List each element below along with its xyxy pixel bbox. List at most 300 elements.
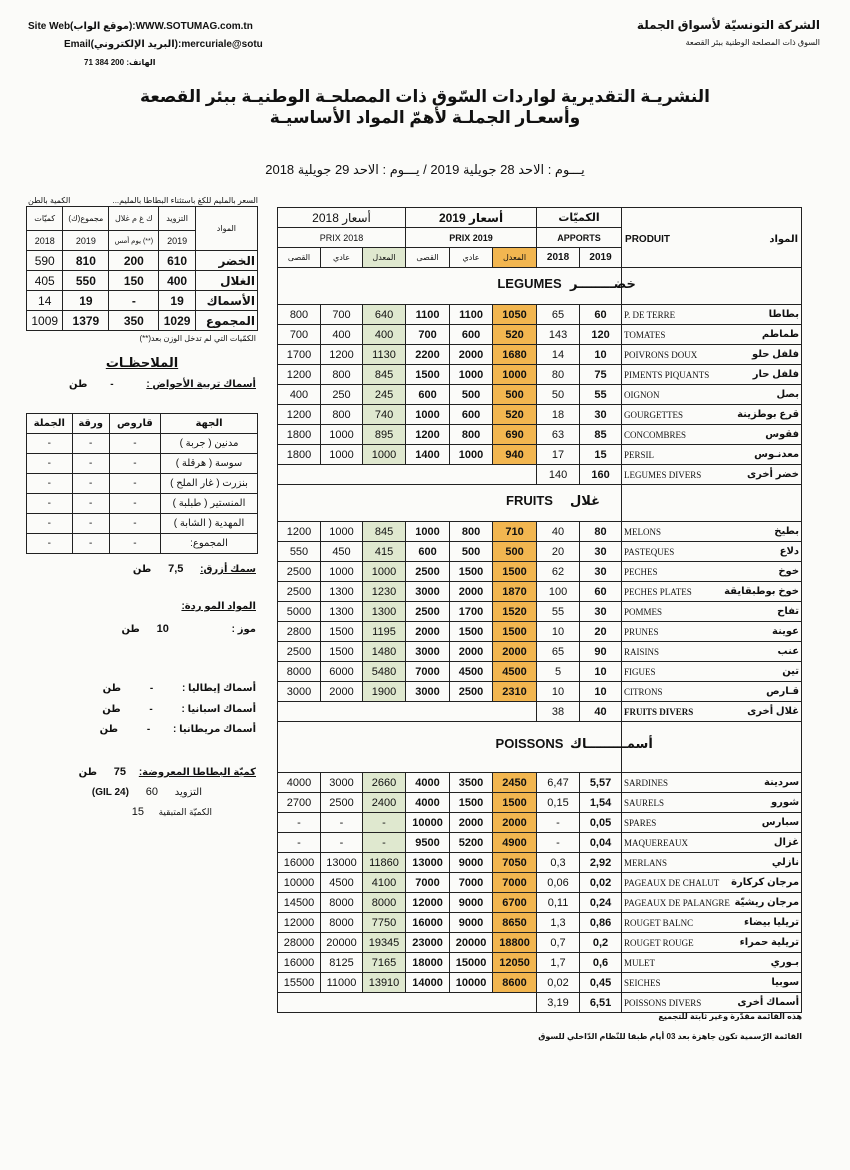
summary-note (28, 196, 258, 205)
cell: - (72, 494, 109, 514)
qty-2019: 5,57 (580, 773, 622, 793)
qty-2019: 75 (580, 365, 622, 385)
price2019-avg: 710 (493, 522, 537, 542)
product-ar: خوخ بوطبقايقة (727, 582, 802, 602)
h-prix2019: أسعار 2019 (406, 208, 537, 228)
price2019-avg: 690 (493, 425, 537, 445)
price2019-avg: 8650 (493, 913, 537, 933)
sum-h-kgm: ك غ م غلال (109, 207, 159, 231)
price2019-avg: 520 (493, 405, 537, 425)
blue-fish-line (28, 563, 256, 575)
summary-unit: الكمية بالطن (28, 196, 71, 205)
remarks-title: الملاحظـات (105, 355, 179, 370)
product-ar: سوبيا (727, 973, 802, 993)
cell: - (109, 291, 159, 311)
price2019-normal: 3500 (450, 773, 493, 793)
qty-2019: 120 (580, 325, 622, 345)
price2018-normal: 450 (321, 542, 363, 562)
title-line-2: وأسعـار الجملـة لأهمّ المواد الأساسيـة (269, 108, 581, 127)
date-line: يـــوم : الاحد 28 جويلية 2019 / يـــوم : الاحد 29 جويلية 2018 (265, 162, 585, 177)
price2019-max: 4000 (406, 773, 450, 793)
price2018-avg: 5480 (363, 662, 406, 682)
unit-label: طن (121, 624, 140, 635)
cell: - (109, 474, 160, 494)
price2019-max: 7000 (406, 873, 450, 893)
price2019-max: 1500 (406, 365, 450, 385)
price2018-max: 10000 (278, 873, 321, 893)
price2019-avg: 7050 (493, 853, 537, 873)
cell: 200 (109, 251, 159, 271)
price2018-avg: 845 (363, 522, 406, 542)
summary-table (26, 206, 258, 331)
price2018-max: 2500 (278, 642, 321, 662)
summary-row (27, 251, 258, 271)
product-fr: TOMATES (622, 325, 727, 345)
cell: - (72, 514, 109, 534)
price2019-avg: 8600 (493, 973, 537, 993)
qty-2018: 143 (537, 325, 580, 345)
price2019-max: 2000 (406, 622, 450, 642)
qty-2019: 0,45 (580, 973, 622, 993)
unit-label: طن (69, 379, 88, 390)
product-row (278, 953, 802, 973)
product-ar: خضر أخرى (727, 465, 802, 485)
price2019-max: 12000 (406, 893, 450, 913)
divers-row (278, 993, 802, 1013)
product-fr: CONCOMBRES (622, 425, 727, 445)
region-row (27, 434, 258, 454)
price2019-avg: 1000 (493, 365, 537, 385)
qty-2018: 62 (537, 562, 580, 582)
supply-extra: (GIL 24) (91, 787, 129, 798)
product-fr: POMMES (622, 602, 727, 622)
cell: - (27, 454, 73, 474)
qty-2018: 6,47 (537, 773, 580, 793)
price2018-avg: 19345 (363, 933, 406, 953)
product-fr: P. DE TERRE (622, 305, 727, 325)
price2019-avg: 1500 (493, 562, 537, 582)
h-prix2018: أسعار 2018 (278, 208, 406, 228)
h-mawad: المواد (769, 234, 799, 245)
price2019-avg: 6700 (493, 893, 537, 913)
price2019-normal: 1700 (450, 602, 493, 622)
price2018-avg: 640 (363, 305, 406, 325)
banana-value: 10 (156, 623, 169, 635)
product-ar: شورو (727, 793, 802, 813)
qty-2018: 18 (537, 405, 580, 425)
cell: - (109, 434, 160, 454)
cell: - (27, 494, 73, 514)
sum-sub-2018: 2018 (27, 231, 63, 251)
price2019-normal: 5200 (450, 833, 493, 853)
product-fr: POIVRONS DOUX (622, 345, 727, 365)
price2018-avg: 1000 (363, 562, 406, 582)
price2018-max: - (278, 813, 321, 833)
qty-2019: 0,02 (580, 873, 622, 893)
product-ar: فلفل حلو (727, 345, 802, 365)
mauritania-value: - (146, 724, 151, 735)
price2019-max: 23000 (406, 933, 450, 953)
product-row (278, 522, 802, 542)
product-ar: سردينة (727, 773, 802, 793)
price2018-normal: 8125 (321, 953, 363, 973)
qty-2018: 1,3 (537, 913, 580, 933)
qty-2018: 0,02 (537, 973, 580, 993)
product-fr: OIGNON (622, 385, 727, 405)
price2019-normal: 2000 (450, 642, 493, 662)
price2019-avg: 2310 (493, 682, 537, 702)
sum-sub-yesterday: يوم أمس (**) (109, 231, 159, 251)
price2018-avg: 845 (363, 365, 406, 385)
cell: - (72, 454, 109, 474)
product-ar: دلاع (727, 542, 802, 562)
qty-2018: 14 (537, 345, 580, 365)
price2018-avg: 400 (363, 325, 406, 345)
cell: - (27, 534, 73, 554)
product-row (278, 973, 802, 993)
divers-row (278, 465, 802, 485)
price2018-avg: 13910 (363, 973, 406, 993)
sum-h-2018: كميّات (27, 207, 63, 231)
cell: 610 (159, 251, 195, 271)
price2018-max: 12000 (278, 913, 321, 933)
qty-2018: 0,15 (537, 793, 580, 813)
price2018-max: 14500 (278, 893, 321, 913)
cell: 14 (27, 291, 63, 311)
reg-h-warqa: ورقة (72, 414, 109, 434)
qty-2018: 80 (537, 365, 580, 385)
h-prix2018-fr: PRIX 2018 (278, 228, 406, 248)
footer-line-1: هذه القائمة مقدّرة وغير ثابتة للتجميع (658, 1012, 802, 1021)
price2018-normal: 4500 (321, 873, 363, 893)
price2018-max: 15500 (278, 973, 321, 993)
price2019-max: 2500 (406, 562, 450, 582)
qty-2019: 20 (580, 622, 622, 642)
price2018-normal: 800 (321, 365, 363, 385)
section-title-fr: POISSONS (495, 736, 564, 751)
cell: 810 (63, 251, 109, 271)
product-fr: POISSONS DIVERS (622, 993, 727, 1013)
reg-h-total: الجملة (27, 414, 73, 434)
price2018-max: 5000 (278, 602, 321, 622)
qty-2019: 6,51 (580, 993, 622, 1013)
price2018-max: 1700 (278, 345, 321, 365)
price2018-avg: - (363, 813, 406, 833)
price2018-max: 400 (278, 385, 321, 405)
qty-2019: 2,92 (580, 853, 622, 873)
price2018-normal: - (321, 833, 363, 853)
price2018-max: 2500 (278, 562, 321, 582)
product-row (278, 345, 802, 365)
cell: - (27, 434, 73, 454)
price2019-avg: 1500 (493, 622, 537, 642)
product-ar: بصل (727, 385, 802, 405)
product-row (278, 582, 802, 602)
qty-2019: 0,86 (580, 913, 622, 933)
price2018-normal: 20000 (321, 933, 363, 953)
banana-line (28, 623, 256, 635)
unit-label: طن (132, 564, 152, 575)
spain-value: - (149, 704, 153, 715)
cell: - (109, 494, 160, 514)
summary-row (27, 311, 258, 331)
product-fr: CITRONS (622, 682, 727, 702)
summary-row (27, 291, 258, 311)
qty-2019: 30 (580, 542, 622, 562)
price2018-avg: 11860 (363, 853, 406, 873)
price2018-max: - (278, 833, 321, 853)
cell: - (72, 434, 109, 454)
cell: الأسماك (195, 291, 257, 311)
price2018-normal: 800 (321, 405, 363, 425)
price2018-normal: 1500 (321, 622, 363, 642)
product-row (278, 405, 802, 425)
mauritania-line (28, 724, 256, 735)
company-name: الشركة التونسيّة لأسواق الجملة (636, 18, 820, 32)
price2019-normal: 1500 (450, 622, 493, 642)
qty-2018: - (537, 813, 580, 833)
product-row (278, 642, 802, 662)
product-row (278, 622, 802, 642)
product-fr: PIMENTS PIQUANTS (622, 365, 727, 385)
product-row (278, 682, 802, 702)
product-ar: سبارس (727, 813, 802, 833)
cell: 1029 (159, 311, 195, 331)
qty-2018: 0,7 (537, 933, 580, 953)
section-title-fr: LEGUMES (497, 276, 562, 291)
product-fr: PERSIL (622, 445, 727, 465)
price2019-max: 14000 (406, 973, 450, 993)
qty-2019: 60 (580, 582, 622, 602)
price2019-avg: 18800 (493, 933, 537, 953)
product-ar: معدنـوس (727, 445, 802, 465)
qty-2019: 80 (580, 522, 622, 542)
supply-label: التزويد (174, 787, 202, 798)
price2018-max: 4000 (278, 773, 321, 793)
qty-2019: 30 (580, 405, 622, 425)
cell: 19 (63, 291, 109, 311)
price2019-avg: 1870 (493, 582, 537, 602)
imports-label: المواد المو ردة: (181, 601, 256, 612)
product-fr: GOURGETTES (622, 405, 727, 425)
qty-2018: 50 (537, 385, 580, 405)
section-title-cell (570, 722, 802, 773)
sum-sub-2019: 2019 (63, 231, 109, 251)
farm-fish-label: أسماك تربية الأحواض : (146, 379, 256, 390)
italy-line (28, 683, 256, 694)
cell: - (72, 474, 109, 494)
product-ar: قـارص (727, 682, 802, 702)
price2019-normal: 10000 (450, 973, 493, 993)
product-fr: ROUGET BALNC (622, 913, 727, 933)
product-fr: MULET (622, 953, 727, 973)
price2019-avg: 1520 (493, 602, 537, 622)
price2018-normal: 250 (321, 385, 363, 405)
cell: بنزرت ( غار الملح ) (161, 474, 258, 494)
price2018-avg: 740 (363, 405, 406, 425)
product-row (278, 833, 802, 853)
section-title-fr: FRUITS (506, 493, 553, 508)
cell: 590 (27, 251, 63, 271)
price2019-avg: 940 (493, 445, 537, 465)
price2018-avg: 1230 (363, 582, 406, 602)
product-fr: ROUGET ROUGE (622, 933, 727, 953)
cell: مدنين ( جربة ) (161, 434, 258, 454)
price2018-avg: 1195 (363, 622, 406, 642)
summary-row (27, 271, 258, 291)
product-ar: بطيخ (727, 522, 802, 542)
price2019-normal: 9000 (450, 913, 493, 933)
potato-value: 75 (113, 766, 127, 778)
price2018-max: 1800 (278, 445, 321, 465)
product-ar: بطاطا (727, 305, 802, 325)
divers-empty (278, 993, 537, 1013)
price2018-normal: 6000 (321, 662, 363, 682)
price2018-avg: 415 (363, 542, 406, 562)
qty-2018: 5 (537, 662, 580, 682)
price2019-normal: 1500 (450, 562, 493, 582)
h-y2018: 2018 (537, 248, 580, 268)
price2019-normal: 2000 (450, 813, 493, 833)
price2019-avg: 1050 (493, 305, 537, 325)
summary-footnote: الكمّيات التي لم تدخل الوزن بعد(**) (139, 334, 256, 343)
reg-h-qarous: قاروص (109, 414, 160, 434)
unit-label: طن (102, 704, 121, 715)
qty-2019: 40 (580, 702, 622, 722)
price2019-max: 1200 (406, 425, 450, 445)
blue-fish-value: 7,5 (168, 563, 184, 575)
sum-h-supply: التزويد (159, 207, 195, 231)
qty-2018: 3,19 (537, 993, 580, 1013)
price2018-normal: 700 (321, 305, 363, 325)
price2018-avg: 1130 (363, 345, 406, 365)
remaining-label: الكميّة المتبقية (158, 807, 212, 817)
price2018-normal: 1000 (321, 562, 363, 582)
remaining-line (28, 806, 256, 818)
qty-2018: 0,3 (537, 853, 580, 873)
qty-2019: 55 (580, 385, 622, 405)
product-fr: MELONS (622, 522, 727, 542)
remaining-value: 15 (131, 806, 145, 818)
section-header-row (278, 268, 802, 305)
cell: 400 (159, 271, 195, 291)
price2019-normal: 2000 (450, 345, 493, 365)
price2018-normal: 400 (321, 325, 363, 345)
price2018-normal: 8000 (321, 913, 363, 933)
page-title (0, 86, 850, 128)
price2019-normal: 2500 (450, 682, 493, 702)
price2018-normal: 8000 (321, 893, 363, 913)
blue-fish-label: سمك أزرق: (200, 564, 256, 575)
product-row (278, 662, 802, 682)
product-row (278, 893, 802, 913)
price2018-avg: 7165 (363, 953, 406, 973)
product-ar: قرع بوطزينة (727, 405, 802, 425)
product-fr: LEGUMES DIVERS (622, 465, 727, 485)
product-ar: غلال أخرى (727, 702, 802, 722)
cell: 1009 (27, 311, 63, 331)
price2019-max: 1000 (406, 405, 450, 425)
price2018-normal: 2000 (321, 682, 363, 702)
divers-row (278, 702, 802, 722)
cell: - (27, 474, 73, 494)
divers-empty (278, 465, 537, 485)
price2018-normal: 1300 (321, 602, 363, 622)
product-ar: فقوس (727, 425, 802, 445)
price2019-avg: 2000 (493, 813, 537, 833)
product-ar: عنب (727, 642, 802, 662)
price2018-max: 550 (278, 542, 321, 562)
h-prix2019-fr: PRIX 2019 (406, 228, 537, 248)
price2018-normal: 13000 (321, 853, 363, 873)
product-fr: PECHES (622, 562, 727, 582)
cell: الخضر (195, 251, 257, 271)
product-fr: SARDINES (622, 773, 727, 793)
product-ar: غزال (727, 833, 802, 853)
price2018-normal: 1500 (321, 642, 363, 662)
product-row (278, 325, 802, 345)
section-title-ar: خضــــــــر (570, 276, 636, 291)
price2019-max: 700 (406, 325, 450, 345)
region-row (27, 534, 258, 554)
price2018-max: 2700 (278, 793, 321, 813)
product-ar: بـوري (727, 953, 802, 973)
product-row (278, 385, 802, 405)
qty-2018: - (537, 833, 580, 853)
product-fr: MAQUEREAUX (622, 833, 727, 853)
price2019-avg: 4900 (493, 833, 537, 853)
cell: 550 (63, 271, 109, 291)
qty-2018: 20 (537, 542, 580, 562)
cell: المهدية ( الشابة ) (161, 514, 258, 534)
h-max19: القصى (406, 248, 450, 268)
price2019-normal: 4500 (450, 662, 493, 682)
price2019-max: 4000 (406, 793, 450, 813)
potato-label: كميّة البطاطا المعروضة: (138, 767, 256, 778)
product-fr: MERLANS (622, 853, 727, 873)
price2018-max: 3000 (278, 682, 321, 702)
cell: 350 (109, 311, 159, 331)
cell: - (27, 514, 73, 534)
price2018-max: 28000 (278, 933, 321, 953)
price2018-max: 700 (278, 325, 321, 345)
price2019-normal: 600 (450, 325, 493, 345)
regions-table (26, 413, 258, 554)
cell: المنستير ( طبلبة ) (161, 494, 258, 514)
price2019-avg: 520 (493, 325, 537, 345)
unit-label: طن (99, 724, 119, 735)
supply-line (28, 786, 256, 798)
price2018-avg: - (363, 833, 406, 853)
price2019-avg: 500 (493, 542, 537, 562)
h-y2019: 2019 (580, 248, 622, 268)
price2018-max: 1800 (278, 425, 321, 445)
price2018-max: 1200 (278, 365, 321, 385)
price2018-max: 16000 (278, 853, 321, 873)
region-row (27, 494, 258, 514)
qty-2018: 10 (537, 682, 580, 702)
unit-label: طن (102, 683, 122, 694)
price2019-max: 600 (406, 542, 450, 562)
price2019-normal: 600 (450, 405, 493, 425)
product-row (278, 425, 802, 445)
product-row (278, 445, 802, 465)
qty-2018: 63 (537, 425, 580, 445)
cell: 1379 (63, 311, 109, 331)
price2019-max: 3000 (406, 682, 450, 702)
product-row (278, 813, 802, 833)
cell: الغلال (195, 271, 257, 291)
